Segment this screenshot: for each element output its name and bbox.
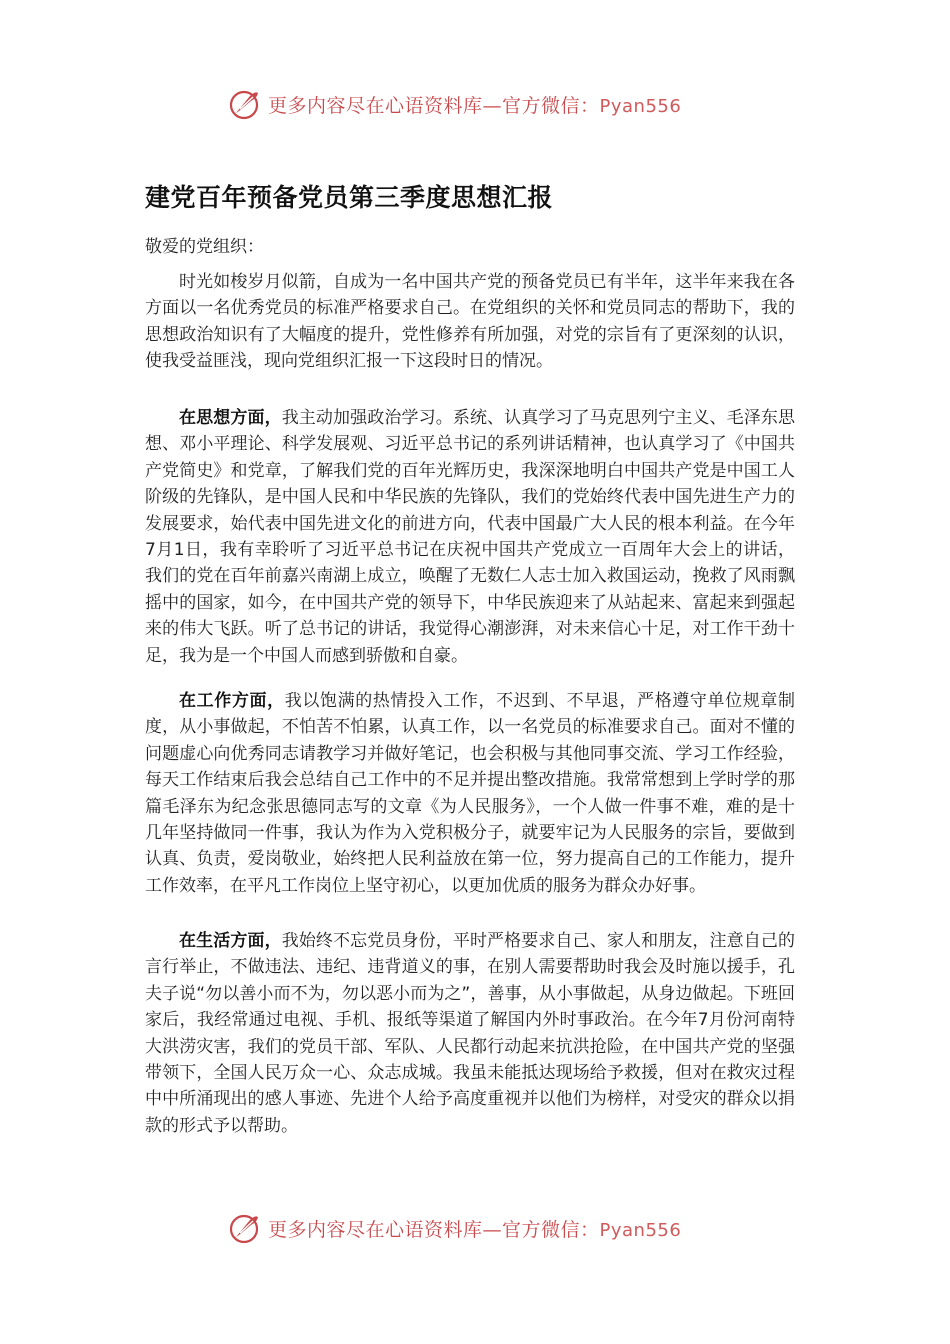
paragraph-work [145, 688, 795, 899]
paragraph-lead: 在思想方面， [179, 408, 282, 428]
wechat-id: Pyan556 [599, 95, 682, 117]
banner-text [268, 1215, 681, 1242]
salutation: 敬爱的党组织： [145, 237, 264, 257]
paragraph-text: 我主动加强政治学习。系统、认真学习了马克思列宁主义、毛泽东思想、邓小平理论、科学发展观、习近平总书记的系列讲话精神，也认真学习了《中国共产党简史》和党章，了解我们党的百年光辉历史，我深深地明白中国共产党是中国工人阶级的先锋队，是中国人民和中华民族的先锋队，我们的党始终代表中国先进生产力的发展要求，始代表中国先进文化的前进方向，代表中国最广大人民的根本利益。在今年7月1日，我有幸聆听了习近平总书记在庆祝中国共产党成立一百周年大会上的讲话，我们的党在百年前嘉兴南湖上成立，唤醒了无数仁人志士加入救国运动，挽救了风雨飘摇中的国家，如今，在中国共产党的领导下，中华民族迎来了从站起来、富起来到强起来的伟大飞跃。听了总书记的讲话，我觉得心潮澎湃，对未来信心十足，对工作干劲十足，我为是一个中国人而感到骄傲和自豪。 [145, 408, 796, 666]
banner-label: 更多内容尽在心语资料库—官方微信： [268, 94, 600, 117]
paragraph-lead: 在工作方面， [179, 691, 285, 711]
paragraph-thought [145, 405, 795, 669]
paragraph-intro [145, 269, 795, 375]
quill-logo-icon [228, 1211, 262, 1245]
footer-banner [228, 1208, 748, 1248]
header-banner [228, 84, 748, 124]
wechat-id: Pyan556 [599, 1219, 682, 1241]
banner-label: 更多内容尽在心语资料库—官方微信： [268, 1218, 600, 1241]
paragraph-life [145, 928, 795, 1139]
page-title: 建党百年预备党员第三季度思想汇报 [145, 183, 554, 212]
paragraph-text: 我以饱满的热情投入工作，不迟到、不早退，严格遵守单位规章制度，从小事做起，不怕苦不怕累，认真工作，以一名党员的标准要求自己。面对不懂的问题虚心向优秀同志请教学习并做好笔记，也会积极与其他同事交流、学习工作经验，每天工作结束后我会总结自己工作中的不足并提出整改措施。我常常想到上学时学的那篇毛泽东为纪念张思德同志写的文章《为人民服务》，一个人做一件事不难，难的是十几年坚持做同一件事，我认为作为入党积极分子，就要牢记为人民服务的宗旨，要做到认真、负责，爱岗敬业，始终把人民利益放在第一位，努力提高自己的工作能力，提升工作效率，在平凡工作岗位上坚守初心，以更加优质的服务为群众办好事。 [145, 691, 796, 896]
paragraph-text: 我始终不忘党员身份，平时严格要求自己、家人和朋友，注意自己的言行举止，不做违法、违纪、违背道义的事，在别人需要帮助时我会及时施以援手，孔夫子说“勿以善小而不为，勿以恶小而为之”，善事，从小事做起，从身边做起。下班回家后，我经常通过电视、手机、报纸等渠道了解国内外时事政治。在今年7月份河南特大洪涝灾害，我们的党员干部、军队、人民都行动起来抗洪抢险，在中国共产党的坚强带领下，全国人民万众一心、众志成城。我虽未能抵达现场给予救援，但对在救灾过程中中所涌现出的感人事迹、先进个人给予高度重视并以他们为榜样，对受灾的群众以捐款的形式予以帮助。 [145, 931, 796, 1136]
quill-logo-icon [228, 87, 262, 121]
paragraph-text: 时光如梭岁月似箭，自成为一名中国共产党的预备党员已有半年，这半年来我在各方面以一名优秀党员的标准严格要求自己。在党组织的关怀和党员同志的帮助下，我的思想政治知识有了大幅度的提升，党性修养有所加强，对党的宗旨有了更深刻的认识，使我受益匪浅，现向党组织汇报一下这段时日的情况。 [145, 272, 795, 372]
paragraph-lead: 在生活方面， [179, 931, 282, 951]
banner-text [268, 91, 681, 118]
